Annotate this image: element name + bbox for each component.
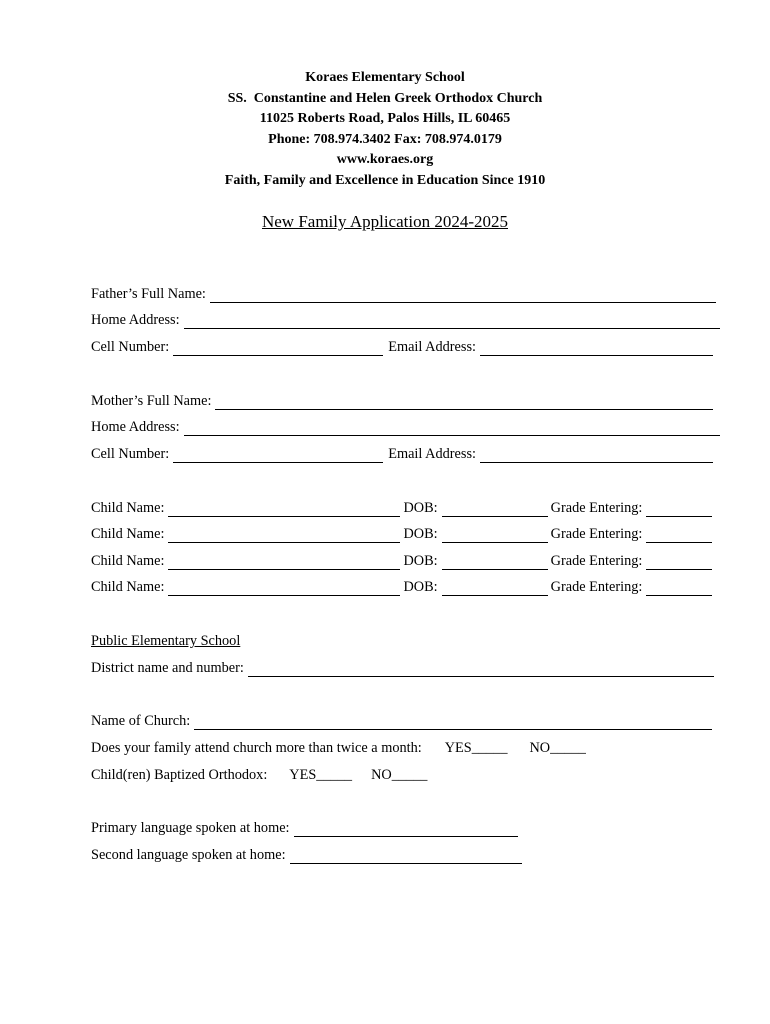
father-email-label: Email Address: (388, 339, 476, 355)
child-grade-label: Grade Entering: (550, 500, 643, 516)
church-name-field[interactable] (194, 717, 712, 730)
child-dob-label: DOB: (403, 500, 438, 516)
child-name-label: Child Name: (91, 500, 165, 516)
child-row (91, 552, 712, 570)
child-dob-label: DOB: (403, 553, 438, 569)
child-row (91, 578, 712, 596)
child-grade-label: Grade Entering: (550, 579, 643, 595)
baptized-row (91, 766, 427, 784)
attend-question: Does your family attend church more than twice a month: (91, 740, 422, 756)
mother-name-row (91, 392, 713, 410)
child-dob-field[interactable] (442, 504, 548, 517)
child-dob-label: DOB: (403, 526, 438, 542)
child-name-label: Child Name: (91, 579, 165, 595)
district-label: District name and number: (91, 660, 244, 676)
mother-cell-field[interactable] (173, 450, 383, 463)
mother-email-label: Email Address: (388, 446, 476, 462)
child-dob-field[interactable] (442, 530, 548, 543)
child-dob-field[interactable] (442, 557, 548, 570)
child-name-field[interactable] (168, 583, 400, 596)
child-dob-label: DOB: (403, 579, 438, 595)
attend-yes-option[interactable]: YES_____ (444, 740, 508, 756)
mother-name-label: Mother’s Full Name: (91, 393, 212, 409)
father-address-label: Home Address: (91, 312, 180, 328)
attend-no-option[interactable]: NO_____ (529, 740, 586, 756)
public-school-heading: Public Elementary School (91, 633, 241, 649)
school-address: 11025 Roberts Road, Palos Hills, IL 60465 (259, 111, 511, 127)
form-title: New Family Application 2024-2025 (261, 212, 508, 231)
father-contact-row (91, 338, 713, 356)
school-motto: Faith, Family and Excellence in Education Since 1910 (224, 172, 546, 188)
church-name-label: Name of Church: (91, 713, 191, 729)
child-grade-field[interactable] (646, 530, 712, 543)
school-phone: Phone: 708.974.3402 Fax: 708.974.0179 (268, 131, 502, 147)
mother-address-field[interactable] (184, 423, 720, 436)
child-name-label: Child Name: (91, 553, 165, 569)
father-cell-label: Cell Number: (91, 339, 170, 355)
father-name-field[interactable] (210, 290, 716, 303)
mother-email-field[interactable] (480, 450, 713, 463)
primary-language-field[interactable] (294, 824, 518, 837)
baptized-yes-option[interactable]: YES_____ (289, 767, 353, 783)
child-row (91, 525, 712, 543)
child-name-field[interactable] (168, 557, 400, 570)
child-grade-field[interactable] (646, 504, 712, 517)
child-grade-field[interactable] (646, 583, 712, 596)
mother-name-field[interactable] (215, 397, 713, 410)
child-grade-label: Grade Entering: (550, 553, 643, 569)
primary-language-label: Primary language spoken at home: (91, 820, 290, 836)
mother-contact-row (91, 445, 713, 463)
child-grade-label: Grade Entering: (550, 526, 643, 542)
child-name-field[interactable] (168, 504, 400, 517)
child-row (91, 499, 712, 517)
father-name-row (91, 285, 716, 303)
district-field[interactable] (248, 664, 714, 677)
second-language-row (91, 846, 522, 864)
father-name-label: Father’s Full Name: (91, 286, 206, 302)
letterhead (0, 68, 770, 192)
child-name-field[interactable] (168, 530, 400, 543)
mother-cell-label: Cell Number: (91, 446, 170, 462)
mother-address-label: Home Address: (91, 419, 180, 435)
school-name: Koraes Elementary School (305, 70, 465, 85)
father-address-field[interactable] (184, 316, 720, 329)
mother-address-row (91, 418, 720, 436)
primary-language-row (91, 819, 518, 837)
church-name-row (91, 712, 712, 730)
second-language-field[interactable] (290, 851, 522, 864)
father-address-row (91, 311, 720, 329)
public-school-heading-row (91, 632, 240, 650)
father-cell-field[interactable] (173, 343, 383, 356)
father-email-field[interactable] (480, 343, 713, 356)
district-row (91, 659, 714, 677)
baptized-question: Child(ren) Baptized Orthodox: (91, 767, 268, 783)
attend-row (91, 739, 586, 757)
church-name: SS. Constantine and Helen Greek Orthodox Church (227, 90, 543, 106)
second-language-label: Second language spoken at home: (91, 847, 286, 863)
baptized-no-option[interactable]: NO_____ (371, 767, 428, 783)
child-name-label: Child Name: (91, 526, 165, 542)
school-website: www.koraes.org (336, 152, 434, 168)
child-grade-field[interactable] (646, 557, 712, 570)
child-dob-field[interactable] (442, 583, 548, 596)
